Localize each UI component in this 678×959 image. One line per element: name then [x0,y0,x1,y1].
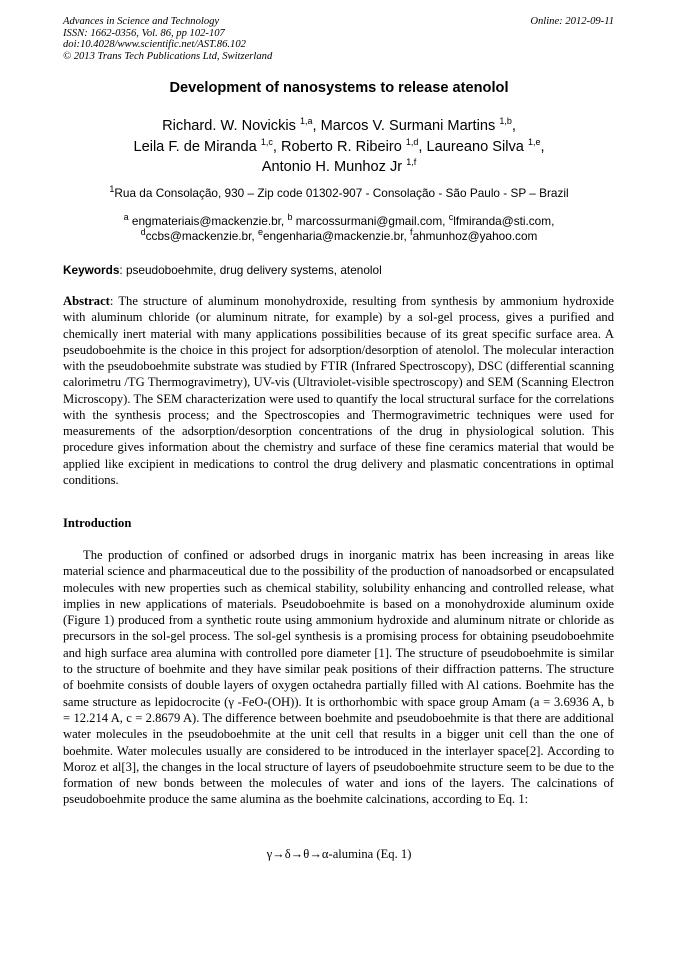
issn-line: ISSN: 1662-0356, Vol. 86, pp 102-107 [63,27,225,39]
author-affil-mark: 1,a [299,116,313,127]
author-separator: , [511,118,516,134]
email-address: marcossurmani@gmail.com, [292,214,449,228]
author-line [60,137,618,158]
copyright-line: © 2013 Trans Tech Publications Ltd, Switzerland [63,50,273,62]
email-address: engenharia@mackenzie.br, [262,229,411,244]
author-name: Richard. W. Novickis [162,118,296,134]
author-affil-mark: 1,d [405,136,419,147]
author-separator: , [540,138,545,155]
journal-name: Advances in Science and Technology [63,16,220,27]
author-affil-mark: 1,e [527,136,541,147]
author-line [60,116,618,137]
email-line [60,229,618,244]
introduction-paragraph: The production of confined or adsorbed drugs in inorganic matrix has been increasing in areas like material science and pharmaceutical due to the possibility of the production of nanoadsorbed or encapsulated molecules with new properties such as chemical stability, solubility enhancing and controlled release, what implies in new applications of materials. Pseudoboehmite is based on a monohydroxide aluminum oxide (Figure 1) produced from a synthetic route using ammonium hydroxide and aluminum nitrate or chloride as precursors in the sol-gel process. The sol-gel synthesis is a promising process for obtaining pseudoboehmite and high surface area alumina with controlled pore diameter [1]. The structure of pseudoboehmite is similar to the structure of boehmite and they have similar peak positions of their diffraction patterns. The structure of boehmite consists of double layers of oxygen octahedra partially filled with Al cations. Boehmite has the same structure as lepidocrocite (γ -FeO-(OH)). It is orthorhombic with space group Amam (a = 3.6936 A, b = 12.214 A, c = 2.8679 A). The difference between boehmite and pseudoboehmite is that there are additional water molecules in the pseudoboehmite at the unit cell that results in a bigger unit cell than the one of boehmite. Water molecules usually are considered to be introduced in the interlayer space[2]. According to Moroz et al[3], the changes in the local structure of layers of pseudoboehmite structure seem to be due to the formation of new bonds between the molecules of water and ions of the layers. The calcinations of pseudoboehmite produce the same alumina as the boehmite calcinations, according to Eq. 1: [63,548,614,807]
affiliation-text: Rua da Consolação, 930 – Zip code 01302-907 - Consolação - São Paulo - SP – Brazil [114,186,569,200]
email-mark: f [410,227,413,238]
author-affil-mark: 1,b [499,116,512,127]
email-list [60,214,618,245]
author-name: Leila F. de Miranda [133,138,257,155]
paper-title: Development of nanosystems to release atenolol [169,80,509,96]
author-name: Marcos V. Surmani Martins [320,118,496,134]
equation-1: γ→δ→θ→α-alumina (Eq. 1) [266,847,412,861]
author-name: Roberto R. Ribeiro [280,138,402,155]
keywords-text: : pseudoboehmite, drug delivery systems, atenolol [119,263,382,277]
author-line [60,157,618,178]
section-heading-introduction: Introduction [63,516,132,530]
email-mark: a [123,212,129,223]
email-address: ahmunhoz@yahoo.com [412,229,538,244]
affiliation [0,186,678,200]
author-affil-mark: 1,f [406,157,417,168]
doi-line: doi:10.4028/www.scientific.net/AST.86.102 [63,39,246,51]
affiliation-mark: 1 [109,184,115,195]
email-mark: b [287,212,293,223]
abstract [63,293,614,488]
author-list [60,116,618,178]
author-separator: , [418,138,427,155]
author-name: Antonio H. Munhoz Jr [261,159,403,175]
abstract-label: Abstract [63,294,110,308]
keywords [63,263,382,277]
author-affil-mark: 1,c [260,136,273,147]
email-mark: c [448,212,454,223]
email-mark: e [257,227,263,238]
email-mark: d [140,227,146,238]
email-address: ccbs@mackenzie.br, [145,229,258,244]
author-separator: , [272,138,281,155]
keywords-label: Keywords [63,263,120,277]
email-address: engmateriais@mackenzie.br, [128,214,288,228]
author-name: Laureano Silva [426,138,524,155]
email-address: lfmiranda@sti.com, [453,214,555,228]
abstract-text: : The structure of aluminum monohydroxide, resulting from synthesis by ammonium hydroxide with aluminum chloride (or aluminum nitrate, for example) by a sol-gel process, gives a purified and chemically inert material with many applications possibilities because of its great specific surface area. A pseudoboehmite is the choice in this project for adsorption/desorption of atenolol. The molecular interaction with the pseudoboehmite substrate was studied by FTIR (Infrared Spectroscopy), DSC (differential scanning calorimetru /TG Thermogravimetry), UV-vis (Ultraviolet-visible spectroscopy) and SEM (Scanning Electron Microscopy). The SEM characterization were used to quantify the local structural surface for the correlations with the synthesis process; and the Spectroscopies and Thermogravimetric techniques were used for measurements of the adsorption/desorption concentrations of the drug in physiological solution. This procedure gives information about the chemistry and surface of these fine ceramics material that would be applied like excipient in medications to control the drug delivery and plasmatic concentrations in optimal conditions. [63,294,614,487]
author-separator: , [312,118,321,134]
journal-header [63,16,272,62]
online-date: Online: 2012-09-11 [530,16,614,27]
